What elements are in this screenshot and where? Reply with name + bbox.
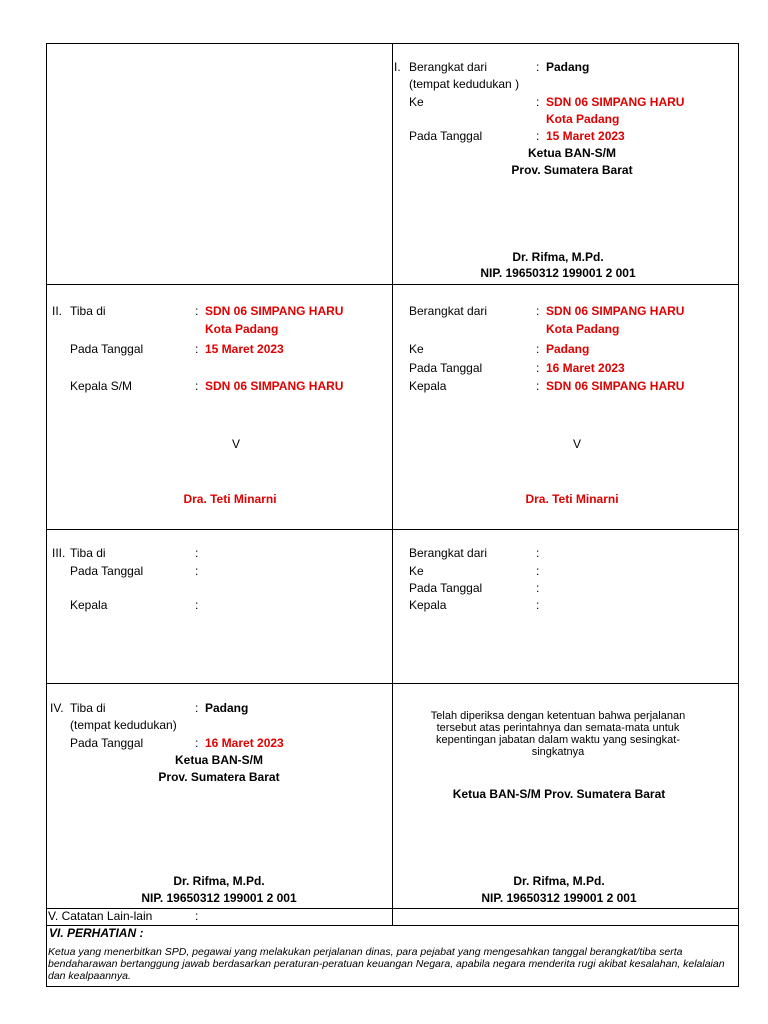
column-divider — [392, 43, 393, 926]
sec3r-berangkat-colon: : — [536, 546, 540, 560]
sec3r-tanggal-label: Pada Tanggal — [409, 581, 483, 595]
table-right-border — [738, 43, 739, 987]
sec3-tiba-label: Tiba di — [70, 546, 106, 560]
sec2-signer-name: Dra. Teti Minarni — [183, 492, 277, 506]
sec4-jabatan-2: Prov. Sumatera Barat — [158, 770, 280, 784]
sec2-roman: II. — [52, 304, 63, 318]
sec2-tanggal-label: Pada Tanggal — [70, 342, 144, 356]
sec5-label: V. Catatan Lain-lain — [48, 909, 153, 923]
sec3-kepala-label: Kepala — [70, 598, 108, 612]
sec4r-statement-line-3: kepentingan jabatan dalam waktu yang sesingkat- — [436, 734, 680, 746]
sec1-roman: I. — [394, 60, 401, 74]
sec4-tanggal-value: 16 Maret 2023 — [205, 736, 284, 750]
sec1-jabatan-1: Ketua BAN-S/M — [527, 146, 616, 160]
sec3r-kepala-label: Kepala — [409, 598, 447, 612]
sec3-tanggal-colon: : — [195, 564, 199, 578]
sec1-tanggal-label: Pada Tanggal — [409, 129, 483, 143]
sec4-tiba-label: Tiba di — [70, 701, 106, 715]
table-left-border — [46, 43, 47, 987]
sec4r-statement-line-4: singkatnya — [531, 746, 585, 758]
table-bottom-border — [46, 986, 739, 987]
sec1-ke-value-2: Kota Padang — [546, 112, 620, 126]
sec1-ke-value-1: SDN 06 SIMPANG HARU — [546, 95, 685, 109]
sec2-tiba-value-1: SDN 06 SIMPANG HARU — [205, 304, 344, 318]
sec4r-jabatan: Ketua BAN-S/M Prov. Sumatera Barat — [452, 787, 666, 801]
sec1-tanggal-value: 15 Maret 2023 — [546, 129, 625, 143]
sec3-tiba-colon: : — [195, 546, 199, 560]
sec4r-statement-line-2: tersebut atas perintahnya dan semata-mata untuk — [436, 722, 680, 734]
sec2-sign-mark: V — [231, 437, 240, 451]
sec4-tiba-value: Padang — [205, 701, 249, 715]
sec2r-ke-value: Padang — [546, 342, 590, 356]
sec4-jabatan-1: Ketua BAN-S/M — [174, 753, 263, 767]
sec2r-ke-colon: : — [536, 342, 540, 356]
sec2r-tanggal-label: Pada Tanggal — [409, 361, 483, 375]
sec2r-sign-mark: V — [572, 437, 581, 451]
sec3r-berangkat-label: Berangkat dari — [409, 546, 488, 560]
sec4-signer-nip: NIP. 19650312 199001 2 001 — [141, 891, 297, 905]
sec1-berangkat-colon: : — [536, 60, 540, 74]
sec3-roman: III. — [52, 546, 66, 560]
sec4-signer-name: Dr. Rifma, M.Pd. — [173, 874, 265, 888]
sec4-tempat-label: (tempat kedudukan) — [70, 718, 177, 732]
sec1-ke-label: Ke — [409, 95, 424, 109]
sec3r-tanggal-colon: : — [536, 581, 540, 595]
sec4r-signer-name: Dr. Rifma, M.Pd. — [513, 874, 605, 888]
sec3r-kepala-colon: : — [536, 598, 540, 612]
sec1-signer-nip: NIP. 19650312 199001 2 001 — [480, 266, 636, 280]
sec5-colon: : — [195, 909, 199, 923]
sec1-berangkat-label: Berangkat dari — [409, 60, 488, 74]
sec1-tanggal-colon: : — [536, 129, 540, 143]
sec2r-kepala-colon: : — [536, 379, 540, 393]
sec4-tanggal-colon: : — [195, 736, 199, 750]
sec2r-tanggal-value: 16 Maret 2023 — [546, 361, 625, 375]
sec2-tanggal-value: 15 Maret 2023 — [205, 342, 284, 356]
sec4r-statement-line-1: Telah diperiksa dengan ketentuan bahwa perjalanan — [430, 710, 686, 722]
sec3r-ke-colon: : — [536, 564, 540, 578]
sec4-tanggal-label: Pada Tanggal — [70, 736, 144, 750]
sec2-tiba-value-2: Kota Padang — [205, 322, 279, 336]
sec6-title: VI. PERHATIAN : — [49, 926, 144, 940]
sec2-tanggal-colon: : — [195, 342, 199, 356]
sec4-tiba-colon: : — [195, 701, 199, 715]
sec2-tiba-colon: : — [195, 304, 199, 318]
sec3-kepala-colon: : — [195, 598, 199, 612]
sec2r-kepala-label: Kepala — [409, 379, 447, 393]
sec1-tempat-label: (tempat kedudukan ) — [409, 77, 520, 91]
sec2r-berangkat-label: Berangkat dari — [409, 304, 488, 318]
sec2r-berangkat-value-1: SDN 06 SIMPANG HARU — [546, 304, 685, 318]
sec2r-tanggal-colon: : — [536, 361, 540, 375]
sec4-roman: IV. — [50, 701, 64, 715]
sec2r-signer-name: Dra. Teti Minarni — [525, 492, 619, 506]
sec6-text: Ketua yang menerbitkan SPD, pegawai yang melakukan perjalanan dinas, para pejabat yang mengesahkan tanggal berangkat/tiba serta bendaharawan bertanggung jawab berdasarkan peraturan-peratuan keuangan Negara, apabila negara menderita rugi akibat kesalahan, kelalaian dan kealpaannya. — [48, 946, 725, 982]
sec2-kepala-value: SDN 06 SIMPANG HARU — [205, 379, 344, 393]
sec2-kepala-colon: : — [195, 379, 199, 393]
sec1-berangkat-value: Padang — [546, 60, 590, 74]
sec1-ke-colon: : — [536, 95, 540, 109]
sec2-kepala-label: Kepala S/M — [70, 379, 133, 393]
sec1-signer-name: Dr. Rifma, M.Pd. — [512, 250, 604, 264]
sec3r-ke-label: Ke — [409, 564, 424, 578]
sec2-tiba-label: Tiba di — [70, 304, 106, 318]
sec2r-berangkat-colon: : — [536, 304, 540, 318]
sec3-tanggal-label: Pada Tanggal — [70, 564, 144, 578]
sec2r-kepala-value: SDN 06 SIMPANG HARU — [546, 379, 685, 393]
sec1-jabatan-2: Prov. Sumatera Barat — [511, 163, 633, 177]
sec2r-berangkat-value-2: Kota Padang — [546, 322, 620, 336]
sec2r-ke-label: Ke — [409, 342, 424, 356]
sec4r-signer-nip: NIP. 19650312 199001 2 001 — [481, 891, 637, 905]
